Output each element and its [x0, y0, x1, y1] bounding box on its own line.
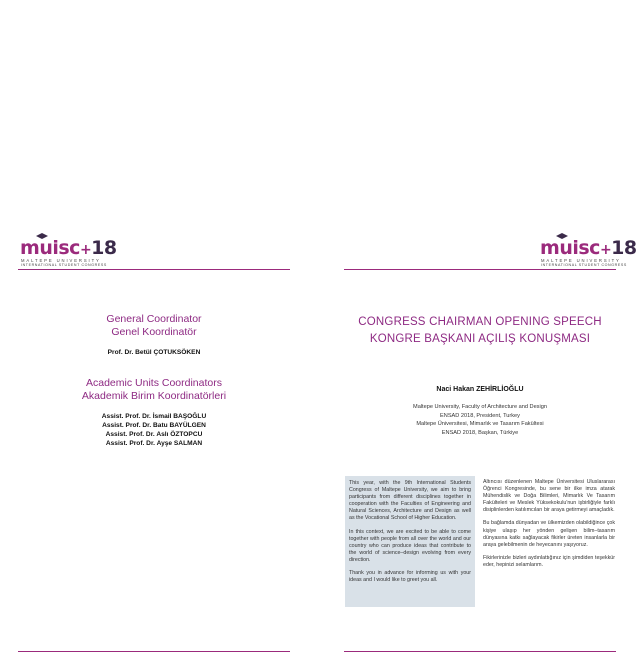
- affiliation-line: ENSAD 2018, President, Turkey: [440, 412, 520, 419]
- author-name: Naci Hakan ZEHİRLİOĞLU: [436, 386, 524, 393]
- logo-subtitle: MALTEPE UNIVERSITY: [541, 258, 621, 263]
- logo-wordmark: muisc+18: [20, 237, 117, 259]
- general-coordinator-title-en: General Coordinator: [106, 313, 202, 325]
- speech-title: [344, 314, 616, 348]
- speech-paragraph: Bu bağlamda dünyadan ve ülkemizden olabildiğince çok kişiye ulaşıp her yönden gelişen bilim–tasarım dünyasına katkı sağlayacak fikirler üreten insanlarla bir araya gelebilmenin de heyecanını yaşıyoruz.: [483, 520, 615, 548]
- general-coordinator-title-tr: Genel Koordinatör: [111, 326, 197, 338]
- general-coordinator-block: [18, 313, 290, 357]
- logo-wordmark: muisc+18: [540, 237, 637, 259]
- speech-title-tr: KONGRE BAŞKANI AÇILIŞ KONUŞMASI: [369, 333, 591, 345]
- speech-paragraph: Altıncısı düzenlenen Maltepe Üniversitesi Uluslararası Öğrenci Kongresinde, bu sene bir ilke imza atarak Mühendislik ve Doğa Bilimleri, Mimarlık Ve Tasarım Fakülteleri ve Meslek Yüksekokulu'nun işbirliğiyle farklı disiplinlerden katılımcıları bir araya getirmeyi amaçladık.: [483, 479, 615, 514]
- academic-coordinators-title-en: Academic Units Coordinators: [86, 377, 222, 389]
- affiliation-line: Maltepe Üniversitesi, Mimarlık ve Tasarım Fakültesi: [416, 421, 544, 427]
- coordinator-name: Assist. Prof. Dr. Batu BAYÜLGEN: [102, 422, 206, 429]
- header-divider: [18, 269, 290, 270]
- muisc-logo: [20, 236, 117, 270]
- academic-coordinators-title-tr: Akademik Birim Koordinatörleri: [81, 390, 227, 402]
- coordinator-name: Assist. Prof. Dr. Aslı ÖZTOPCU: [105, 431, 203, 438]
- right-page: [340, 0, 640, 661]
- logo-subtitle-2: INTERNATIONAL STUDENT CONGRESS: [21, 263, 107, 267]
- turkish-speech-column: [483, 479, 615, 575]
- logo-subtitle: MALTEPE UNIVERSITY: [21, 258, 101, 263]
- academic-coordinators-list: [18, 412, 290, 448]
- general-coordinator-name: Prof. Dr. Betül ÇOTUKSÖKEN: [107, 349, 201, 356]
- footer-divider: [18, 651, 290, 652]
- header-divider: [344, 269, 616, 270]
- muisc-logo: [540, 236, 637, 270]
- logo-subtitle-2: INTERNATIONAL STUDENT CONGRESS: [541, 263, 627, 267]
- speech-title-en: CONGRESS CHAIRMAN OPENING SPEECH: [358, 316, 602, 328]
- speech-paragraph: Fikirlerinizle bizleri aydınlattığınız için şimdiden teşekkür eder, hepinizi selamlarım.: [483, 554, 615, 568]
- speech-paragraph: This year, with the 9th International Students Congress of Maltepe University, we aim to bring participants from different disciplines together in cooperation with the Faculties of Engineering and Natural Sciences, Architecture and Design as well as the Vocational School of Higher Education.: [349, 480, 471, 522]
- speech-paragraph: Thank you in advance for informing us with your ideas and I would like to greet you all.: [349, 570, 471, 584]
- affiliation-line: Maltepe University, Faculty of Architecture and Design: [413, 404, 547, 410]
- footer-divider: [344, 651, 616, 652]
- affiliation-line: ENSAD 2018, Başkan, Türkiye: [441, 429, 519, 436]
- left-page: [14, 0, 314, 661]
- author-affiliations: [344, 403, 616, 437]
- coordinator-name: Assist. Prof. Dr. İsmail BAŞOĞLU: [101, 413, 207, 420]
- academic-coordinators-block: [18, 377, 290, 448]
- coordinator-name: Assist. Prof. Dr. Ayşe SALMAN: [105, 440, 203, 447]
- speech-paragraph: In this context, we are excited to be able to come together with people from all over the world and our country who can produce ideas that contribute to the world of science–design evolving from every direction.: [349, 528, 471, 563]
- english-speech-column: [345, 476, 475, 607]
